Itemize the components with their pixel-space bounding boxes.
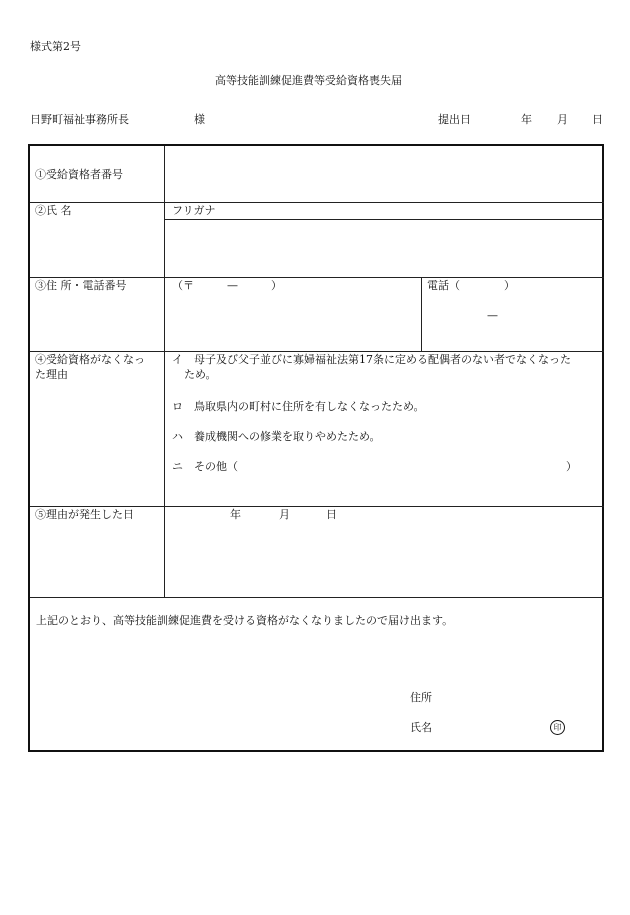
submission-month-label: 月	[557, 113, 568, 126]
row5-label: ⑤理由が発生した日	[35, 508, 134, 521]
phone-column-divider	[421, 277, 422, 351]
seal-stamp-icon: 印	[550, 720, 565, 735]
reason-item-d-close: ）	[566, 460, 577, 473]
row-divider	[30, 597, 604, 598]
other-reason-field[interactable]	[240, 459, 565, 475]
submission-year-label: 年	[521, 113, 532, 126]
occurrence-date-field[interactable]	[165, 507, 604, 597]
name-field[interactable]	[165, 220, 604, 277]
reason-item-d[interactable]: ニ その他（	[172, 460, 238, 473]
postal-code-field[interactable]: （〒 — ）	[172, 279, 282, 292]
row1-label: ①受給資格者番号	[35, 168, 123, 181]
occurrence-year-label: 年	[230, 508, 241, 521]
reason-item-b[interactable]: ロ 鳥取県内の町村に住所を有しなくなったため。	[172, 400, 425, 413]
row4-label-line2: た理由	[35, 368, 68, 381]
applicant-name-label: 氏名	[410, 721, 432, 734]
row2-label: ②氏 名	[35, 204, 72, 217]
occurrence-day-label: 日	[326, 508, 337, 521]
row4-label-line1: ④受給資格がなくなっ	[35, 353, 145, 366]
form-table	[28, 144, 604, 752]
reason-item-a-line2: ため。	[184, 368, 217, 381]
form-title: 高等技能訓練促進費等受給資格喪失届	[215, 74, 402, 87]
row-divider	[30, 277, 604, 278]
phone-dash: —	[487, 309, 498, 322]
address-field[interactable]	[165, 296, 421, 351]
applicant-name-field[interactable]	[440, 719, 540, 737]
reason-item-c[interactable]: ハ 養成機関への修業を取りやめたため。	[172, 430, 381, 443]
reason-item-a-line1[interactable]: イ 母子及び父子並びに寡婦福祉法第17条に定める配偶者のない者でなくなった	[172, 353, 571, 366]
applicant-address-label: 住所	[410, 691, 432, 704]
applicant-address-field[interactable]	[440, 689, 590, 707]
submission-date-label: 提出日	[438, 113, 471, 126]
furigana-label: フリガナ	[172, 204, 216, 217]
recipient-number-field[interactable]	[165, 146, 604, 202]
furigana-field[interactable]	[240, 203, 604, 219]
occurrence-month-label: 月	[279, 508, 290, 521]
row-divider	[30, 351, 604, 352]
declaration-statement: 上記のとおり、高等技能訓練促進費を受ける資格がなくなりましたので届け出ます。	[36, 614, 454, 627]
row3-label: ③住 所・電話番号	[35, 279, 127, 292]
form-number: 様式第2号	[30, 40, 81, 53]
submission-day-label: 日	[592, 113, 603, 126]
phone-field[interactable]: 電話（ ）	[427, 279, 515, 292]
addressee: 日野町福祉事務所長	[30, 113, 129, 126]
honorific: 様	[194, 113, 205, 126]
